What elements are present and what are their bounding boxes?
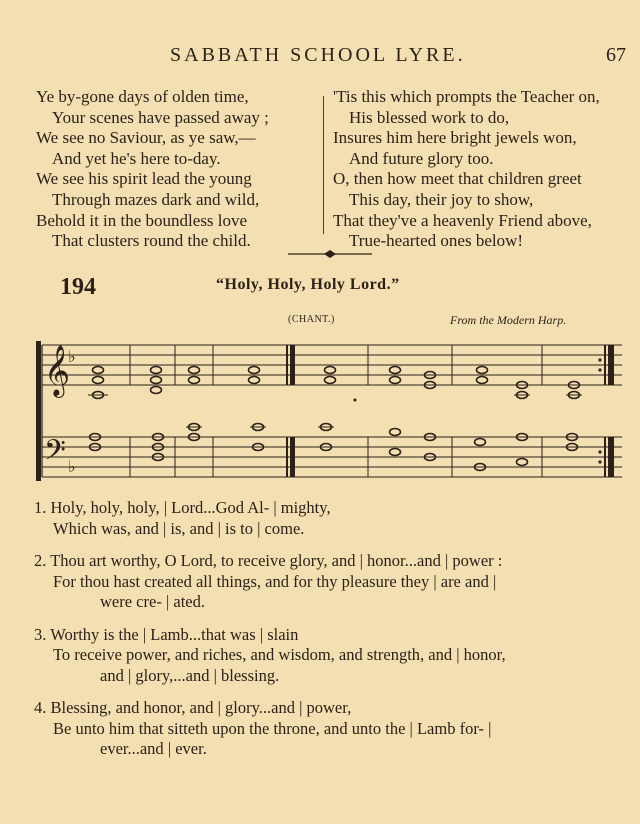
hymn-number: 194 (60, 274, 96, 300)
stanza-line: Be unto him that sitteth upon the throne, and unto the | Lamb for- | (53, 718, 492, 738)
stanza-line: 3. Worthy is the | Lamb...that was | slain (34, 624, 299, 644)
poem-line: Insures him here bright jewels won, (333, 128, 577, 148)
stanza-line: ever...and | ever. (100, 739, 207, 758)
stanza-line: were cre- | ated. (100, 592, 205, 611)
poem-line: And future glory too. (349, 148, 494, 168)
bass-clef-icon: 𝄢 (44, 434, 66, 474)
page-number: 67 (606, 44, 626, 66)
stanza-3 (34, 625, 506, 687)
stanza-line: and | glory,...and | blessing. (100, 665, 280, 685)
stanza-4 (34, 698, 506, 760)
flat-sign-icon: ♭ (68, 347, 76, 366)
poem-line: O, then how meet that children greet (333, 169, 582, 189)
poem-line: His blessed work to do, (349, 107, 510, 127)
poem-line: We see no Saviour, as ye saw,— (36, 128, 256, 148)
stanza-line: Which was, and | is, and | is to | come. (53, 518, 305, 538)
poem-line: Ye by-gone days of olden time, (36, 87, 249, 106)
poem-line: And yet he's here to-day. (52, 148, 221, 168)
poem-line: That they've a heavenly Friend above, (333, 210, 592, 230)
stanza-2 (34, 551, 506, 613)
poem-line: Your scenes have passed away ; (52, 107, 269, 127)
stanza-line: To receive power, and riches, and wisdom, and strength, and | honor, (53, 645, 506, 664)
poem-line: Behold it in the boundless love (36, 210, 248, 230)
stanza-line: 1. Holy, holy, holy, | Lord...God Al- | mighty, (34, 498, 331, 517)
poem-line: True-hearted ones below! (349, 231, 524, 251)
stanza-line: 2. Thou art worthy, O Lord, to receive glory, and | honor...and | power : (34, 551, 503, 570)
poem-line: That clusters round the child. (52, 231, 251, 251)
flat-sign-icon: ♭ (68, 457, 76, 476)
stanza-1 (34, 498, 506, 539)
poem-line: Through mazes dark and wild, (52, 189, 260, 209)
poem-line: This day, their joy to show, (349, 189, 534, 209)
hymn-stanzas (34, 498, 506, 772)
treble-clef-icon: 𝄞 (44, 345, 71, 396)
poem-line: We see his spirit lead the young (36, 169, 252, 189)
stanza-line: For thou hast created all things, and for thy pleasure they | are and | (53, 571, 497, 591)
chant-label: (CHANT.) (288, 314, 335, 325)
running-title: SABBATH SCHOOL LYRE. (170, 44, 466, 66)
poem-line: 'Tis this which prompts the Teacher on, (333, 87, 600, 106)
stanza-line: 4. Blessing, and honor, and | glory...and | power, (34, 698, 352, 717)
hymn-title: “Holy, Holy, Holy Lord.” (216, 276, 400, 293)
source-attribution: From the Modern Harp. (450, 313, 567, 327)
treble-notes (93, 367, 580, 399)
